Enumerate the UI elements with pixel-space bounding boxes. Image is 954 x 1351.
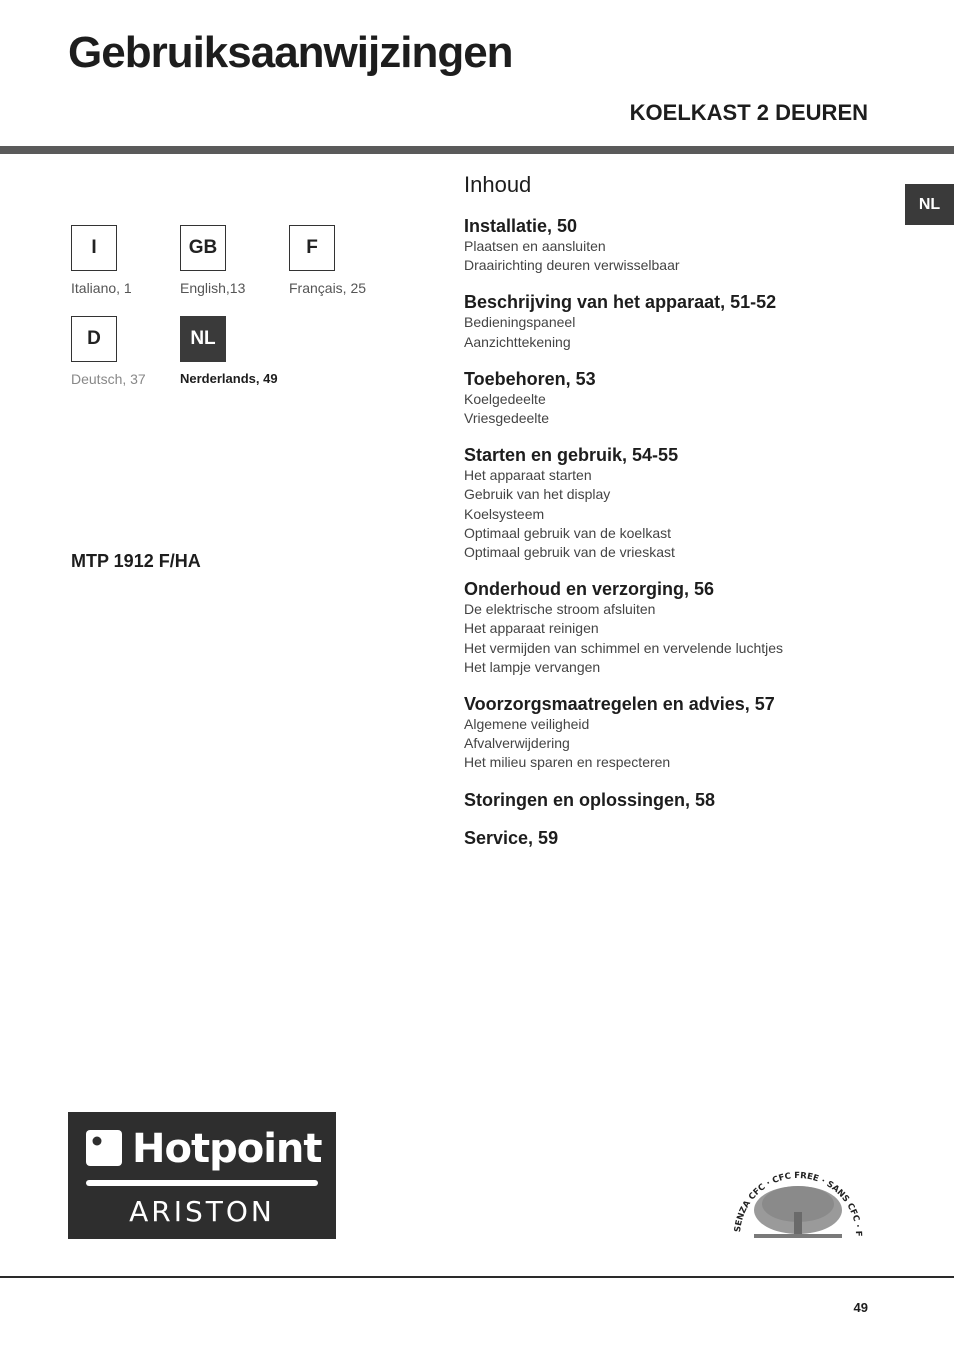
cfc-free-badge [726,1160,866,1247]
toc-section-title[interactable]: Voorzorgsmaatregelen en advies, 57 [464,694,775,715]
language-item-it[interactable] [71,225,171,296]
tree-icon [754,1186,842,1238]
toc-subitem[interactable]: Draairichting deuren verwisselbaar [464,257,680,274]
cfc-badge-text: SENZA CFC · CFC FREE · SANS CFC · F [733,1170,864,1237]
language-item-fr[interactable] [289,225,389,296]
toc-section-items [464,237,884,275]
toc-heading: Inhoud [464,172,532,197]
toc-section-items [464,715,884,773]
header-divider [0,146,954,154]
toc-section [464,693,884,773]
model-number: MTP 1912 F/HA [71,551,201,571]
toc-section-title[interactable]: Starten en gebruik, 54-55 [464,445,679,466]
toc-subitem[interactable]: Optimaal gebruik van de vrieskast [464,544,675,561]
toc-subitem[interactable]: Bedieningspaneel [464,314,576,331]
toc-subitem[interactable]: De elektrische stroom afsluiten [464,601,656,618]
toc-section-title[interactable]: Service, 59 [464,827,559,848]
toc-subitem[interactable]: Het lampje vervangen [464,658,601,675]
language-label: Deutsch, 37 [71,371,146,387]
hotpoint-logo-icon [86,1130,122,1166]
table-of-contents [464,172,884,865]
toc-subitem[interactable]: Koelgedeelte [464,390,546,407]
toc-subitem[interactable]: Plaatsen en aansluiten [464,238,606,254]
language-label: Français, 25 [289,280,367,296]
toc-section [464,578,884,677]
page-number: 49 [853,1300,868,1315]
language-item-de[interactable] [71,316,171,387]
language-code-box: F [289,225,335,271]
footer-divider [0,1276,954,1278]
language-item-gb[interactable] [180,225,280,296]
product-subtitle: KOELKAST 2 DEUREN [629,100,868,125]
toc-subitem[interactable]: Vriesgedeelte [464,410,550,427]
toc-subitem[interactable]: Gebruik van het display [464,486,611,503]
language-code-box: D [71,316,117,362]
toc-subitem[interactable]: Koelsysteem [464,505,545,522]
toc-section-title[interactable]: Beschrijving van het apparaat, 51-52 [464,292,777,313]
toc-section-title[interactable]: Toebehoren, 53 [464,368,596,389]
toc-section [464,368,884,428]
language-item-nl[interactable] [180,316,280,386]
logo-divider [86,1180,318,1186]
toc-subitem[interactable]: Het apparaat reinigen [464,620,599,637]
language-label-active: Nerderlands, 49 [180,371,278,386]
toc-section-items [464,313,884,351]
language-code-box: I [71,225,117,271]
language-code-box-active: NL [180,316,226,362]
toc-section-items [464,390,884,428]
toc-subitem[interactable]: Algemene veiligheid [464,716,590,733]
toc-section-items [464,466,884,562]
toc-section-title[interactable]: Installatie, 50 [464,216,578,236]
toc-section-title[interactable]: Storingen en oplossingen, 58 [464,789,716,810]
toc-section [464,215,884,275]
toc-section [464,291,884,351]
toc-subitem[interactable]: Het apparaat starten [464,467,592,484]
toc-subitem[interactable]: Afvalverwijdering [464,735,570,752]
toc-subitem[interactable]: Optimaal gebruik van de koelkast [464,524,671,541]
toc-section [464,827,884,849]
toc-section [464,789,884,811]
language-label: Italiano, 1 [71,280,132,296]
toc-section [464,444,884,562]
language-label: English,13 [180,280,246,296]
logo-brand-top: Hotpoint [132,1126,322,1172]
toc-subitem[interactable]: Het vermijden van schimmel en vervelende luchtjes [464,639,784,656]
toc-section-items [464,600,884,677]
toc-subitem[interactable]: Het milieu sparen en respecteren [464,754,671,771]
language-side-tab: NL [905,184,954,225]
language-code-box: GB [180,225,226,271]
page-title: Gebruiksaanwijzingen [68,28,513,77]
logo-brand-bottom: ARISTON [129,1195,275,1228]
toc-section-title[interactable]: Onderhoud en verzorging, 56 [464,579,715,600]
toc-subitem[interactable]: Aanzichttekening [464,333,571,350]
hotpoint-ariston-logo [68,1112,336,1239]
